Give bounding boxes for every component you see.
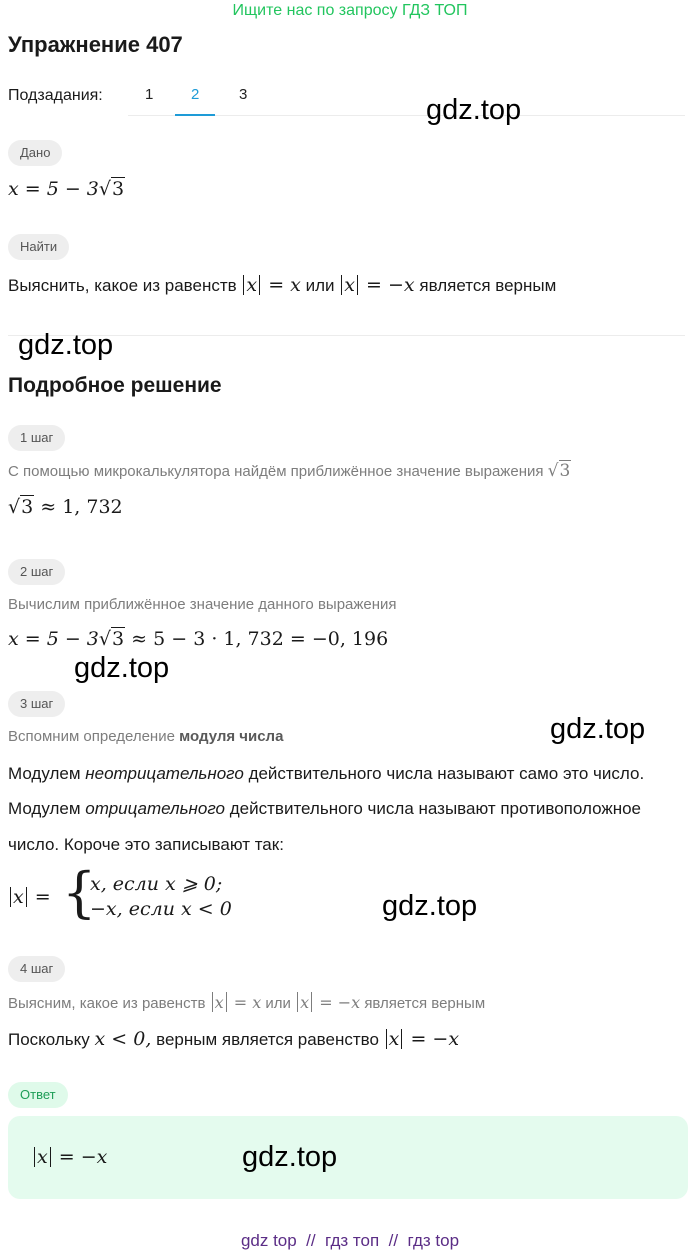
footer-links[interactable]: gdz top // гдз топ // гдз top xyxy=(240,1231,460,1250)
find-badge: Найти xyxy=(8,234,69,260)
tab-1[interactable]: 1 xyxy=(145,86,154,103)
solution-title: Подробное решение xyxy=(8,374,222,397)
given-badge: Дано xyxy=(8,140,62,166)
given-formula: x = 5 − 3√3 xyxy=(8,178,125,200)
find-text: Выяснить, какое из равенств x = x или x = −x является верным xyxy=(8,274,557,296)
tab-2[interactable]: 2 xyxy=(191,86,200,103)
subtasks-label: Подзадания: xyxy=(8,87,103,104)
page-title: Упражнение 407 xyxy=(8,32,183,57)
piecewise-case-2: −x, если x < 0 xyxy=(90,898,232,920)
answer-box xyxy=(8,1116,688,1199)
step-3-hint: Вспомним определение модуля числа xyxy=(8,728,284,745)
step-4-badge: 4 шаг xyxy=(8,956,65,982)
top-banner[interactable]: Ищите нас по запросу ГДЗ ТОП xyxy=(232,2,468,19)
step-3-badge: 3 шаг xyxy=(8,691,65,717)
watermark: gdz.top xyxy=(550,713,646,745)
watermark: gdz.top xyxy=(242,1141,338,1173)
step-1-hint: С помощью микрокалькулятора найдём приближённое значение выражения √3 xyxy=(8,461,571,481)
step-1-formula: √3 ≈ 1, 732 xyxy=(8,496,123,518)
tab-2-active-indicator xyxy=(175,114,215,116)
step-4-hint: Выясним, какое из равенств x = x или x = −x является верным xyxy=(8,993,486,1012)
modulus-definition-lhs: x = xyxy=(8,886,51,908)
watermark: gdz.top xyxy=(74,652,170,684)
step-2-badge: 2 шаг xyxy=(8,559,65,585)
piecewise-brace: { xyxy=(62,861,97,924)
step-2-formula: x = 5 − 3√3 ≈ 5 − 3 · 1, 732 = −0, 196 xyxy=(8,628,389,650)
watermark: gdz.top xyxy=(426,94,522,126)
step-4-conclusion: Поскольку x < 0, верным является равенство x = −x xyxy=(8,1028,460,1050)
watermark: gdz.top xyxy=(382,890,478,922)
answer-badge: Ответ xyxy=(8,1082,68,1108)
piecewise-case-1: x, если x ⩾ 0; xyxy=(90,873,223,895)
step-2-hint: Вычислим приближённое значение данного выражения xyxy=(8,596,397,613)
step-3-paragraph-2: Модулем отрицательного действительного числа называют противоположное xyxy=(8,799,642,818)
step-3-paragraph-3: число. Короче это записывают так: xyxy=(8,835,284,854)
step-3-paragraph-1: Модулем неотрицательного действительного числа называют само это число. xyxy=(8,764,645,783)
answer-formula: x = −x xyxy=(32,1146,107,1168)
tab-3[interactable]: 3 xyxy=(239,86,248,103)
hint-bold-term: модуля числа xyxy=(179,728,284,745)
watermark: gdz.top xyxy=(18,329,114,361)
step-1-badge: 1 шаг xyxy=(8,425,65,451)
